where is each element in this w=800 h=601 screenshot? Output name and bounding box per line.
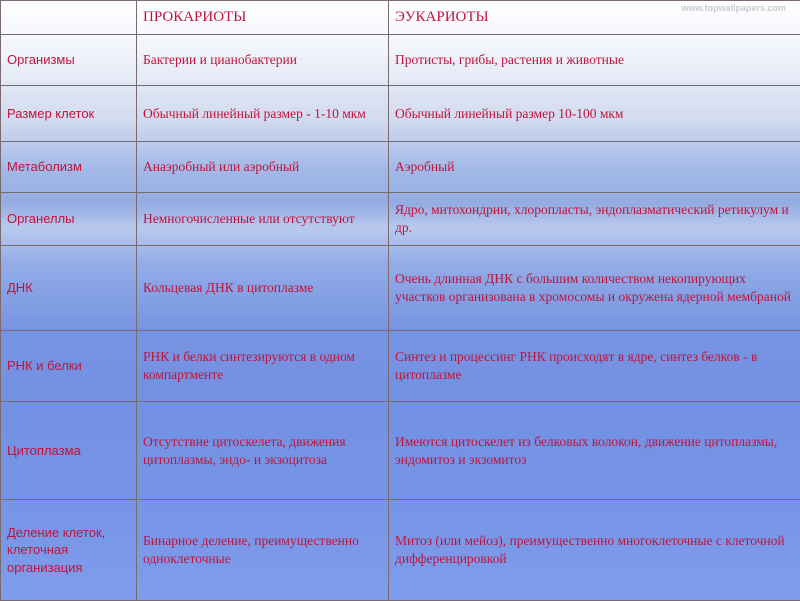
table-row	[1, 402, 800, 500]
prokaryotes-cell: Бинарное деление, преимущественно одноклеточные	[137, 500, 389, 601]
row-label: Метаболизм	[1, 142, 137, 193]
eukaryotes-cell: Протисты, грибы, растения и животные	[389, 35, 800, 86]
row-label: Размер клеток	[1, 86, 137, 142]
row-label: Организмы	[1, 35, 137, 86]
eukaryotes-cell: Очень длинная ДНК с большим количеством некопирующих участков организована в хромосомы и окружена ядерной мембраной	[389, 246, 800, 331]
header-prokaryotes: ПРОКАРИОТЫ	[137, 1, 389, 35]
prokaryotes-cell: Отсутствие цитоскелета, движения цитоплазмы, эндо- и экзоцитоза	[137, 402, 389, 500]
table-row	[1, 193, 800, 246]
table-row	[1, 35, 800, 86]
eukaryotes-cell: Ядро, митохондрии, хлоропласты, эндоплазматический ретикулум и др.	[389, 193, 800, 246]
row-label: Деление клеток, клеточная организация	[1, 500, 137, 601]
eukaryotes-cell: Синтез и процессинг РНК происходят в ядре, синтез белков - в цитоплазме	[389, 331, 800, 402]
row-label: Органеллы	[1, 193, 137, 246]
prokaryotes-cell: Бактерии и цианобактерии	[137, 35, 389, 86]
row-label: Цитоплазма	[1, 402, 137, 500]
table-row	[1, 500, 800, 601]
table-row	[1, 246, 800, 331]
row-label: РНК и белки	[1, 331, 137, 402]
row-label: ДНК	[1, 246, 137, 331]
prokaryotes-cell: Кольцевая ДНК в цитоплазме	[137, 246, 389, 331]
table-row	[1, 142, 800, 193]
eukaryotes-cell: Имеются цитоскелет из белковых волокон, движение цитоплазмы, эндомитоз и экзомитоз	[389, 402, 800, 500]
header-row	[1, 1, 800, 35]
prokaryotes-cell: Анаэробный или аэробный	[137, 142, 389, 193]
eukaryotes-cell: Митоз (или мейоз), преимущественно многоклеточные с клеточной дифференцировкой	[389, 500, 800, 601]
watermark: www.topwallpapers.com	[681, 3, 786, 13]
prokaryotes-cell: РНК и белки синтезируются в одном компартменте	[137, 331, 389, 402]
prokaryotes-cell: Немногочисленные или отсутствуют	[137, 193, 389, 246]
header-eukaryotes: ЭУКАРИОТЫ	[389, 1, 800, 35]
prokaryotes-cell: Обычный линейный размер - 1-10 мкм	[137, 86, 389, 142]
table-row	[1, 86, 800, 142]
table-row	[1, 331, 800, 402]
eukaryotes-cell: Обычный линейный размер 10-100 мкм	[389, 86, 800, 142]
eukaryotes-cell: Аэробный	[389, 142, 800, 193]
header-empty-cell	[1, 1, 137, 35]
